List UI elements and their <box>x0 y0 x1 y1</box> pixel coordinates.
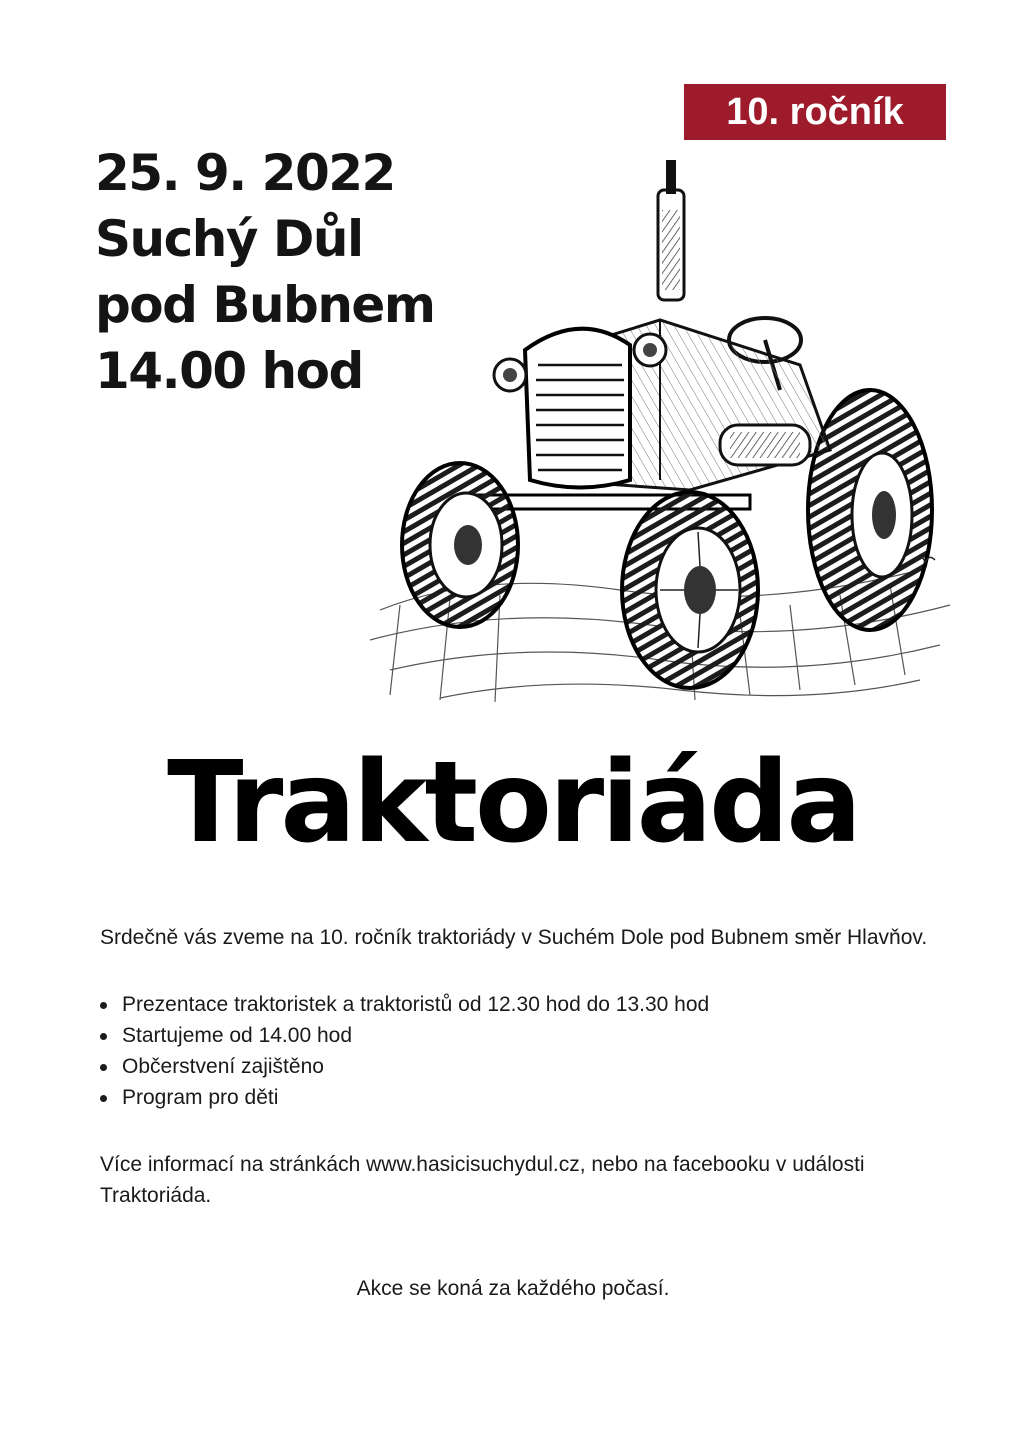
list-item <box>100 1082 928 1113</box>
list-item-label: Startujeme od 14.00 hod <box>122 1024 352 1047</box>
intro-paragraph: Srdečně vás zveme na 10. ročník traktoriády v Suchém Dole pod Bubnem směr Hlavňov. <box>100 926 928 949</box>
list-item <box>100 1051 928 1082</box>
bullet-icon <box>100 1033 107 1040</box>
event-place-line1: Suchý Důl <box>95 210 363 268</box>
event-place-line2: pod Bubnem <box>95 276 435 334</box>
event-time: 14.00 hod <box>95 342 363 400</box>
list-item-label: Občerstvení zajištěno <box>122 1055 324 1078</box>
event-date: 25. 9. 2022 <box>95 144 395 202</box>
bullet-icon <box>100 1064 107 1071</box>
list-item-label: Prezentace traktoristek a traktoristů od 12.30 hod do 13.30 hod <box>122 993 710 1016</box>
bullet-icon <box>100 1002 107 1009</box>
bullet-icon <box>100 1095 107 1102</box>
page-title: Traktoriáda <box>167 738 859 868</box>
list-item <box>100 989 928 1020</box>
weather-note: Akce se koná za každého počasí. <box>356 1277 670 1300</box>
content <box>100 922 928 1211</box>
info-list <box>100 989 928 1113</box>
list-item-label: Program pro děti <box>122 1086 279 1109</box>
tractor-icon <box>360 150 960 710</box>
edition-badge: 10. ročník <box>684 84 946 140</box>
more-info-paragraph: Více informací na stránkách www.hasicisuchydul.cz, nebo na facebooku v události Traktoriáda. <box>100 1153 865 1207</box>
list-item <box>100 1020 928 1051</box>
